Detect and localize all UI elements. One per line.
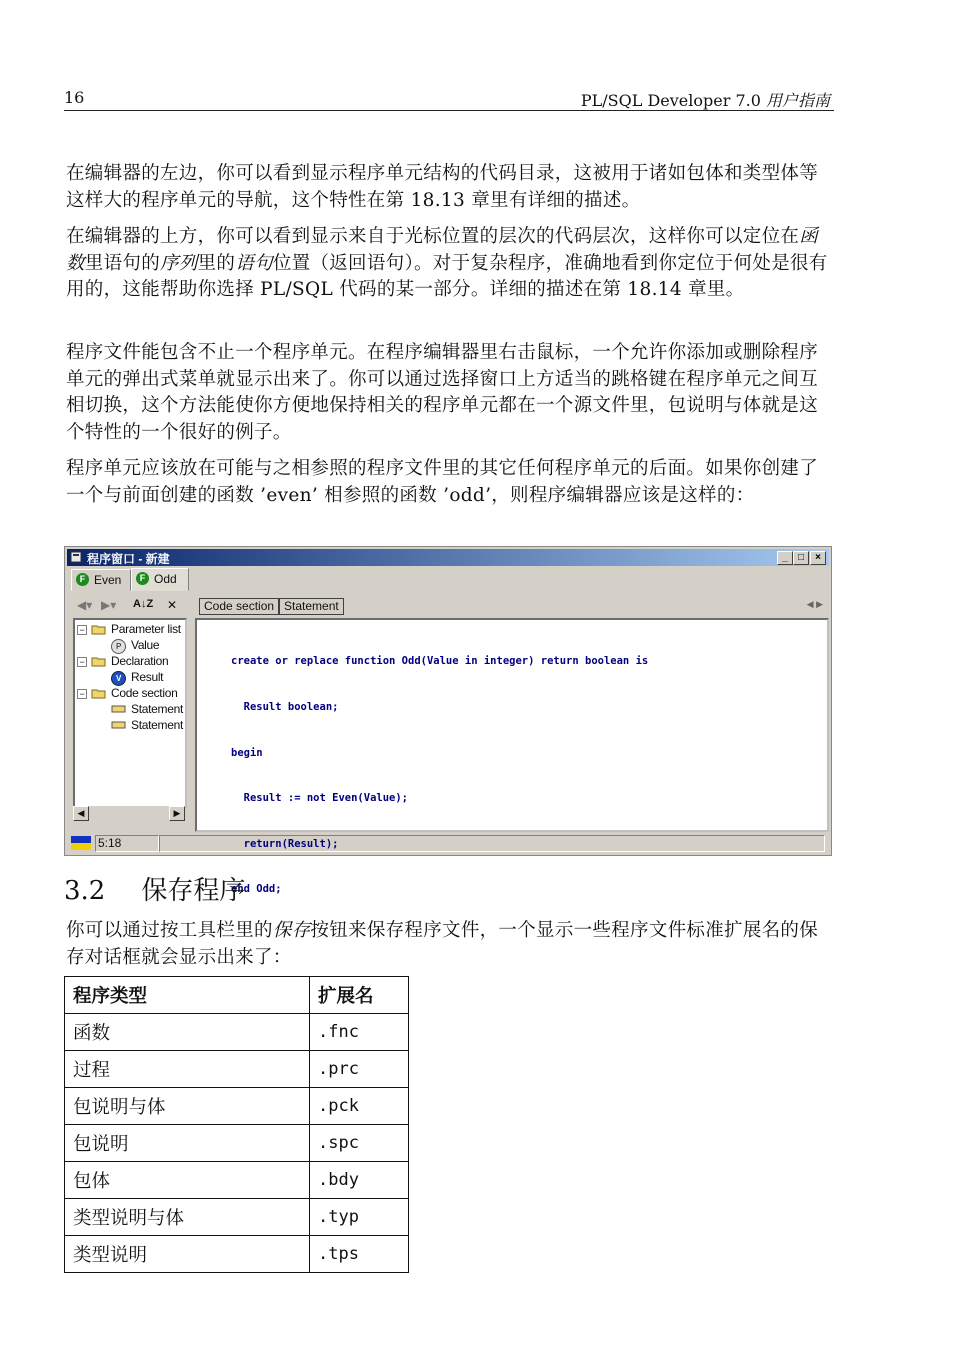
tree-label: Parameter list — [111, 622, 181, 636]
collapse-icon[interactable]: − — [77, 689, 87, 699]
program-type-cell: 包说明 — [65, 1125, 310, 1162]
page-number: 16 — [64, 88, 85, 107]
p2-text-d: 位置（返回语句）。对于复杂程序，准确地看到你定位于何处是很有用的，这能帮助你选择 PL/SQL 代码的某一部分。详细的描述在第 18.14 章里。 — [66, 252, 828, 300]
scroll-left-icon[interactable]: ◀ — [73, 806, 89, 821]
close-button[interactable]: × — [810, 551, 826, 565]
table-header-row — [65, 977, 409, 1014]
code-section-button[interactable]: Code section — [199, 598, 279, 615]
extension-cell: .typ — [310, 1199, 409, 1236]
horizontal-scrollbar[interactable] — [73, 806, 185, 821]
header-extension: 扩展名 — [310, 977, 409, 1014]
extension-cell: .tps — [310, 1236, 409, 1273]
code-editor[interactable] — [195, 618, 829, 896]
code-hierarchy-bar — [195, 596, 827, 616]
tab-even[interactable] — [71, 569, 131, 591]
extension-cell: .fnc — [310, 1014, 409, 1051]
back-arrow-icon[interactable]: ◀▾ — [77, 598, 93, 612]
program-type-cell: 过程 — [65, 1051, 310, 1088]
statement-button[interactable]: Statement — [279, 598, 344, 615]
header-program-type: 程序类型 — [65, 977, 310, 1014]
maximize-button[interactable]: □ — [793, 551, 809, 565]
status-bar — [67, 834, 829, 852]
paragraph-3: 程序文件能包含不止一个程序单元。在程序编辑器里右击鼠标，一个允许你添加或删除程序单元的弹出式菜单就显示出来了。你可以通过选择窗口上方适当的跳格键在程序单元之间互相切换，这个方法能使你方便地保持相关的程序单元都在一个源文件里，包说明与体就是这个特性的一个很好的例子。 — [66, 342, 819, 443]
window-titlebar — [67, 549, 829, 566]
p2-text-c: 里的 — [197, 252, 236, 274]
tree-label: Result — [131, 670, 164, 684]
table-row — [65, 1199, 409, 1236]
contents-toolbar — [71, 596, 187, 616]
collapse-icon[interactable]: − — [77, 625, 87, 635]
parameter-icon: P — [111, 639, 126, 654]
paragraph-4: 程序单元应该放在可能与之相参照的程序文件里的其它任何程序单元的后面。如果你创建了一个与前面创建的函数 ’even’ 相参照的函数 ’odd’，则程序编辑器应该是这样的： — [66, 458, 819, 506]
p5-text-b: 按钮来保存程序文件，一个显示一些程序文件标准扩展名的保存对话框就会显示出来了： — [66, 920, 819, 968]
program-type-cell: 包体 — [65, 1162, 310, 1199]
variable-icon: V — [111, 671, 126, 686]
program-type-cell: 函数 — [65, 1014, 310, 1051]
cursor-position: 5:18 — [95, 835, 159, 852]
function-icon: F — [136, 572, 149, 585]
extensions-table — [64, 976, 409, 1273]
running-title-text: PL/SQL Developer 7.0 — [580, 91, 766, 110]
tab-even-label: Even — [94, 573, 122, 587]
scroll-right-icon[interactable]: ▶ — [169, 806, 185, 821]
app-icon — [70, 551, 82, 563]
p5-italic-save: 保存 — [272, 920, 311, 941]
table-row — [65, 1088, 409, 1125]
table-row — [65, 1051, 409, 1088]
code-line: create or replace function Odd(Value in integer) return boolean is — [231, 655, 649, 668]
code-line: end Odd; — [231, 883, 282, 896]
extension-cell: .prc — [310, 1051, 409, 1088]
folder-icon — [91, 687, 106, 699]
tab-odd[interactable] — [131, 568, 189, 591]
tree-label: Statement — [131, 718, 183, 732]
program-type-cell: 类型说明 — [65, 1236, 310, 1273]
code-line: return(Result); — [231, 837, 339, 850]
status-message — [159, 835, 825, 852]
code-line: Result boolean; — [231, 701, 339, 714]
hierarchy-scroll-icon[interactable]: ◀ ▶ — [806, 599, 823, 609]
tree-label: Declaration — [111, 654, 169, 668]
extension-cell: .bdy — [310, 1162, 409, 1199]
p2-italic-statement: 语句 — [235, 252, 273, 274]
sort-icon[interactable]: A↓Z — [133, 598, 154, 610]
p2-italic-function: 函数 — [66, 226, 819, 274]
table-row — [65, 1014, 409, 1051]
program-type-cell: 包说明与体 — [65, 1088, 310, 1125]
window-title: 程序窗口 - 新建 — [87, 552, 170, 566]
extension-cell: .pck — [310, 1088, 409, 1125]
section-heading — [64, 870, 245, 907]
program-type-cell: 类型说明与体 — [65, 1199, 310, 1236]
p5-text-a: 你可以通过按工具栏里的 — [66, 920, 273, 941]
forward-arrow-icon[interactable]: ▶▾ — [101, 598, 117, 612]
code-contents-pane — [71, 594, 187, 826]
code-lines — [231, 624, 648, 928]
paragraph-2 — [66, 224, 832, 304]
p2-text-a: 在编辑器的上方，你可以看到显示来自于光标位置的层次的代码层次，这样你可以定位在 — [66, 226, 800, 247]
statement-icon — [111, 703, 126, 715]
tab-odd-label: Odd — [154, 572, 177, 586]
tree-label: Value — [131, 638, 160, 652]
extension-cell: .spc — [310, 1125, 409, 1162]
minimize-button[interactable]: _ — [777, 551, 793, 565]
page-header — [64, 86, 834, 111]
code-line: begin — [231, 746, 263, 759]
folder-icon — [91, 623, 106, 635]
p2-italic-sequence: 序列 — [160, 252, 198, 274]
editor-mode-icon — [71, 836, 91, 850]
table-row — [65, 1125, 409, 1162]
tree-label: Code section — [111, 686, 178, 700]
tree-label: Statement — [131, 702, 183, 716]
section-title: 保存程序 — [141, 876, 246, 906]
collapse-icon[interactable]: − — [77, 657, 87, 667]
code-contents-tree — [73, 618, 187, 808]
statement-icon — [111, 719, 126, 731]
function-icon: F — [76, 573, 89, 586]
table-row — [65, 1236, 409, 1273]
paragraph-5 — [66, 918, 832, 971]
section-number: 3.2 — [64, 876, 106, 906]
folder-icon — [91, 655, 106, 667]
running-title-italic: 用户指南 — [765, 91, 830, 110]
table-row — [65, 1162, 409, 1199]
code-line: Result := not Even(Value); — [231, 792, 409, 805]
paragraph-1: 在编辑器的左边，你可以看到显示程序单元结构的代码目录，这被用于诸如包体和类型体等这样大的程序单元的导航，这个特性在第 18.13 章里有详细的描述。 — [66, 163, 819, 211]
running-title — [581, 88, 830, 111]
close-icon[interactable]: ✕ — [167, 598, 178, 612]
p2-text-b: 里语句的 — [84, 252, 161, 274]
